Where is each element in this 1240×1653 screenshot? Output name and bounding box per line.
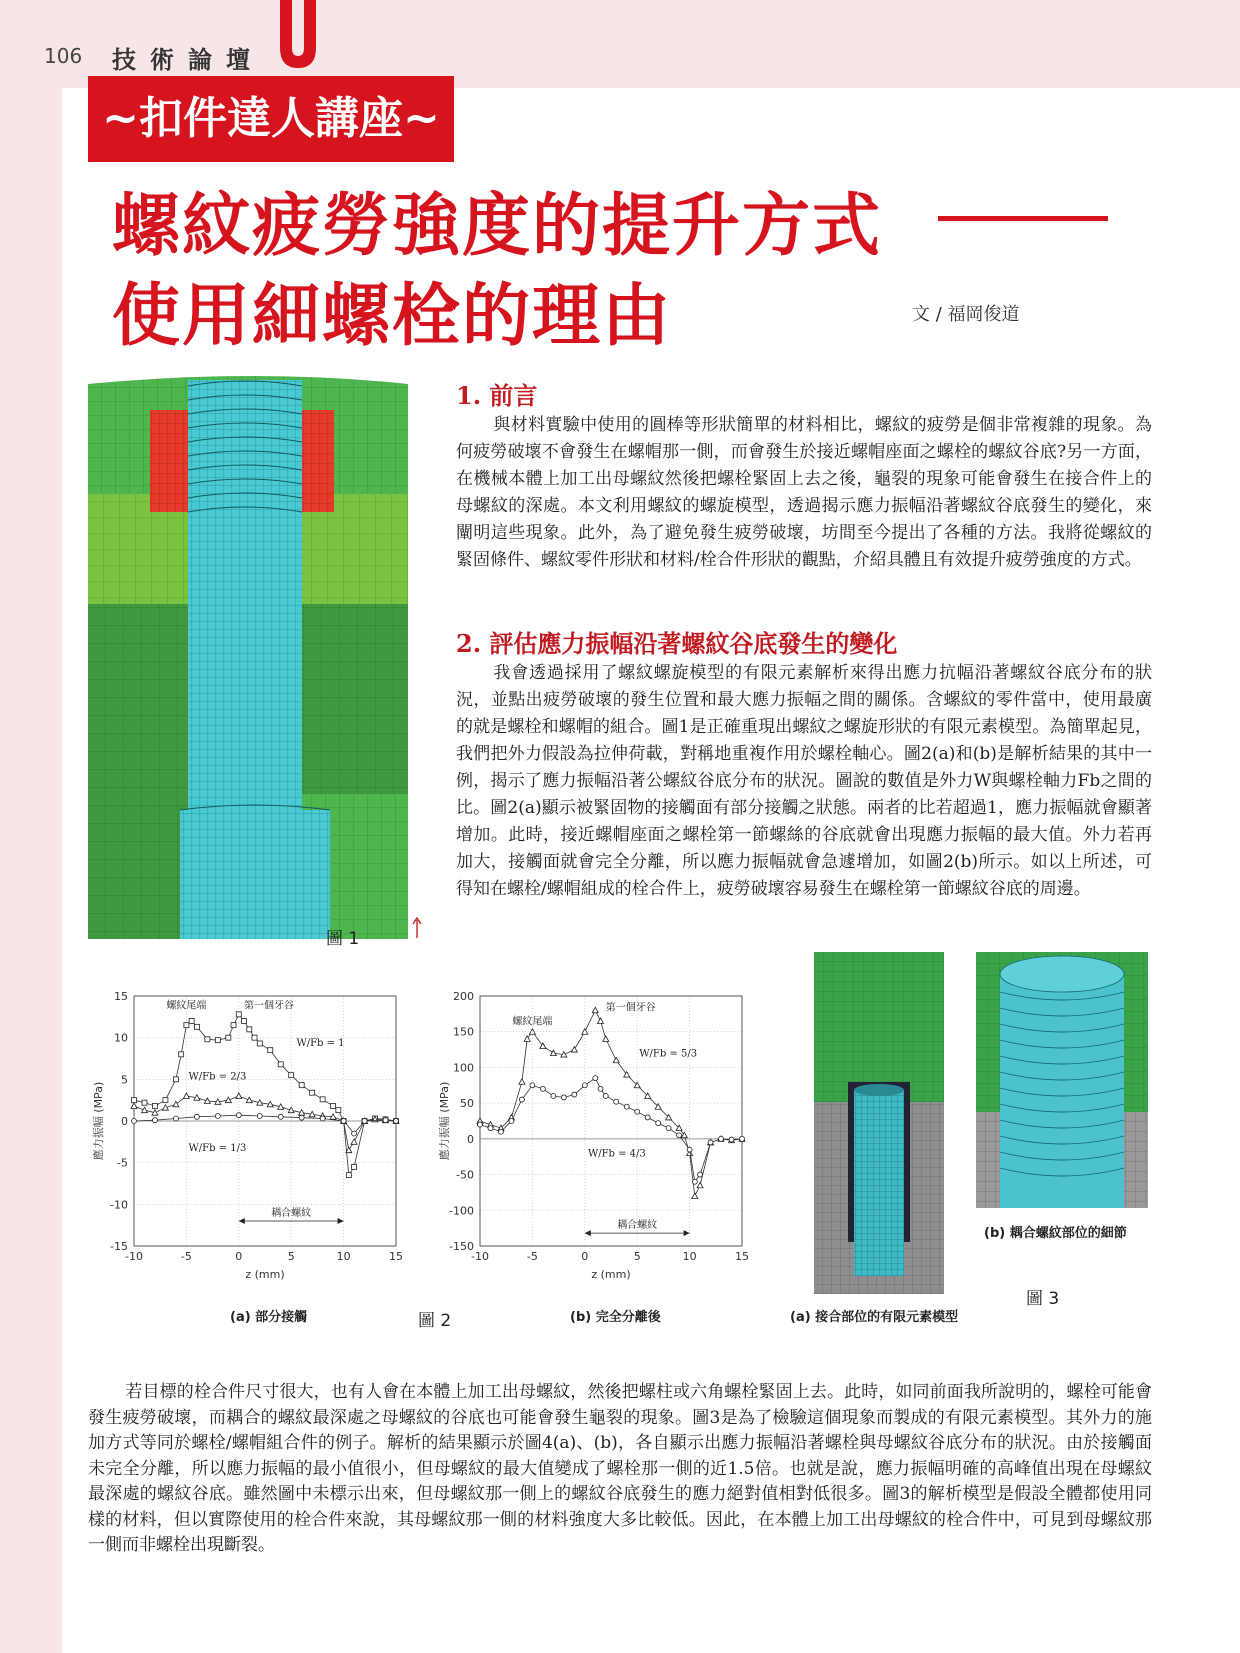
series-banner: ~扣件達人講座~ bbox=[88, 76, 454, 162]
data-point bbox=[362, 1119, 367, 1124]
data-point bbox=[247, 1027, 252, 1032]
y-tick-label: -100 bbox=[449, 1204, 474, 1218]
data-point bbox=[152, 1118, 157, 1123]
data-point bbox=[530, 1083, 535, 1088]
y-axis-label: 應力振幅 (MPa) bbox=[92, 1081, 105, 1161]
y-tick-label: -150 bbox=[449, 1240, 474, 1253]
annotation-engaged-thread: 耦合螺紋 bbox=[271, 1208, 312, 1219]
data-point bbox=[225, 1097, 231, 1103]
data-point bbox=[593, 1076, 598, 1081]
data-point bbox=[257, 1041, 262, 1046]
data-point bbox=[278, 1062, 283, 1067]
data-point bbox=[677, 1133, 682, 1138]
data-point bbox=[519, 1097, 524, 1102]
data-point bbox=[205, 1037, 210, 1042]
section-1-heading: 1. 前言 bbox=[456, 381, 538, 410]
x-tick-label: 10 bbox=[336, 1250, 351, 1263]
data-point bbox=[268, 1048, 273, 1053]
data-point bbox=[624, 1104, 629, 1109]
data-point bbox=[242, 1019, 247, 1024]
data-point bbox=[252, 1035, 257, 1040]
title-dash bbox=[938, 216, 1108, 221]
y-tick-label: 50 bbox=[460, 1097, 474, 1111]
data-point bbox=[215, 1114, 220, 1119]
bottom-text: 若目標的栓合件尺寸很大，也有人會在本體上加工出母螺紋，然後把螺柱或六角螺栓緊固上去。此時，如同前面我所說明的，螺栓可能會發生疲勞破壞，而耦合的螺紋最深處之母螺紋的谷底也可能會發生龜裂的現象。圖3是為了檢驗這個現象而製成的有限元素模型。其外力的施加方式等同於螺栓/螺帽組合件的例子。解析的結果顯示於圖4(a)、(b)，各自顯示出應力振幅沿著螺栓與母螺紋谷底分布的狀況。由於接觸面未完全分離，所以應力振幅的最小值很小，但母螺紋的最大值變成了螺栓那一側的近1.5倍。也就是說，應力振幅明確的高峰值出現在母螺紋最深處的螺紋谷底。雖然圖中未標示出來，但母螺紋那一側上的螺紋谷底發生的應力絕對值相對低很多。圖3的解析模型是假設全體都使用同樣的材料，但以實際使用的栓合件來說，其母螺紋那一側的材料強度大多比較低。因此，在本體上加工出母螺紋的栓合件中，可見到母螺紋那一側而非螺栓出現斷裂。 bbox=[88, 1382, 1152, 1555]
series-label: W/Fb = 1 bbox=[296, 1038, 345, 1049]
data-point bbox=[289, 1073, 294, 1078]
data-point bbox=[215, 1038, 220, 1043]
y-tick-label: -50 bbox=[456, 1168, 474, 1182]
data-point bbox=[740, 1136, 745, 1141]
fig2a-chart bbox=[90, 986, 420, 1286]
page-number: 106 bbox=[44, 44, 83, 68]
data-point bbox=[383, 1118, 388, 1123]
series-line bbox=[134, 1014, 396, 1175]
y-tick-label: 100 bbox=[453, 1061, 474, 1075]
section-u-logo bbox=[276, 0, 320, 72]
data-point bbox=[236, 1093, 242, 1099]
y-tick-label: -10 bbox=[110, 1198, 128, 1212]
data-point bbox=[582, 1083, 587, 1088]
data-point bbox=[204, 1098, 210, 1104]
y-tick-label: 200 bbox=[453, 990, 474, 1003]
data-point bbox=[141, 1107, 147, 1113]
x-tick-label: 5 bbox=[633, 1250, 641, 1263]
x-tick-label: 5 bbox=[287, 1250, 295, 1263]
data-point bbox=[614, 1099, 619, 1104]
x-tick-label: -5 bbox=[526, 1250, 538, 1263]
fig3a-fe-model bbox=[814, 952, 944, 1294]
y-tick-label: 150 bbox=[453, 1025, 474, 1039]
data-point bbox=[152, 1104, 157, 1109]
data-point bbox=[488, 1126, 493, 1131]
data-point bbox=[540, 1086, 545, 1091]
series-label: W/Fb = 1/3 bbox=[188, 1143, 247, 1154]
data-point bbox=[729, 1137, 734, 1142]
annotation-first-root: 第一個牙谷 bbox=[244, 1000, 295, 1012]
data-point bbox=[336, 1108, 341, 1113]
data-point bbox=[299, 1083, 304, 1088]
plot-frame bbox=[480, 996, 742, 1246]
fig2b-chart bbox=[436, 986, 766, 1286]
data-point bbox=[278, 1114, 283, 1119]
annotation-thread-tail: 螺紋尾端 bbox=[166, 1000, 207, 1012]
x-tick-label: 15 bbox=[389, 1250, 403, 1263]
x-tick-label: -10 bbox=[471, 1250, 489, 1263]
data-point bbox=[132, 1119, 137, 1124]
data-point bbox=[132, 1098, 137, 1103]
data-point bbox=[346, 1173, 351, 1178]
data-point bbox=[635, 1109, 640, 1114]
data-point bbox=[708, 1140, 713, 1145]
data-point bbox=[509, 1119, 514, 1124]
x-axis-label: z (mm) bbox=[245, 1268, 285, 1281]
data-point bbox=[598, 1018, 604, 1024]
y-tick-label: 5 bbox=[121, 1073, 128, 1087]
data-point bbox=[310, 1090, 315, 1095]
title-line-1: 螺紋疲勞強度的提升方式 bbox=[112, 187, 883, 266]
title-line-2: 使用細螺栓的理由 bbox=[112, 277, 673, 356]
x-tick-label: 15 bbox=[735, 1250, 749, 1263]
axis-arrow-icon bbox=[410, 916, 424, 940]
section-2-heading: 2. 評估應力振幅沿著螺紋谷底發生的變化 bbox=[456, 629, 898, 658]
data-point bbox=[681, 1132, 687, 1138]
section-2-text: 我會透過採用了螺紋螺旋模型的有限元素解析來得出應力抗幅沿著螺紋谷底分布的狀況，並點出疲勞破壞的發生位置和最大應力振幅之間的關係。含螺紋的零件當中，使用最廣的就是螺栓和螺帽的組合。圖1是正確重現出螺紋之螺旋形狀的有限元素模型。為簡單起見，我們把外力假設為拉伸荷載，對稱地重複作用於螺栓軸心。圖2(a)和(b)是解析結果的其中一例，揭示了應力振幅沿著公螺紋谷底分布的狀況。圖說的數值是外力W與螺栓軸力Fb之間的比。圖2(a)顯示被緊固物的接觸面有部分接觸之狀態。兩者的比若超過1，應力振幅就會顯著增加。此時，接近螺帽座面之螺栓第一節螺絲的谷底就會出現應力振幅的最大值。外力若再加大，接觸面就會完全分離，所以應力振幅就會急遽增加，如圖2(b)所示。如以上所述，可得知在螺栓/螺帽組成的栓合件上，疲勞破壞容易發生在螺栓第一節螺紋谷底的周邊。 bbox=[456, 663, 1152, 899]
data-point bbox=[692, 1193, 698, 1199]
data-point bbox=[351, 1139, 357, 1145]
data-point bbox=[163, 1098, 168, 1103]
data-point bbox=[692, 1179, 697, 1184]
y-tick-label: 15 bbox=[114, 990, 128, 1003]
y-axis-label: 應力振幅 (MPa) bbox=[438, 1081, 451, 1161]
data-point bbox=[603, 1094, 608, 1099]
section-1-text: 與材料實驗中使用的圓棒等形狀簡單的材料相比，螺紋的疲勞是個非常複雜的現象。為何疲勞破壞不會發生在螺帽那一側，而會發生於接近螺帽座面之螺栓的螺紋谷底?另一方面，在機械本體上加工出母螺紋然後把螺栓緊固上去之後，龜裂的現象可能會發生在接合件上的母螺紋的深處。本文利用螺紋的螺旋模型，透過揭示應力振幅沿著螺紋谷底發生的變化，來闡明這些現象。此外，為了避免發生疲勞破壞，坊間至今提出了各種的方法。我將從螺紋的緊固條件、螺紋零件形狀和材料/栓合件形狀的觀點，介紹具體且有效提升疲勞強度的方式。 bbox=[456, 415, 1152, 570]
series-label: W/Fb = 5/3 bbox=[639, 1048, 698, 1060]
fig3-label: 圖 3 bbox=[1026, 1289, 1060, 1309]
x-tick-label: 0 bbox=[581, 1250, 589, 1263]
annotation-engaged-thread: 耦合螺紋 bbox=[617, 1220, 658, 1232]
data-point bbox=[698, 1172, 703, 1177]
fig1-label: 圖 1 bbox=[326, 929, 360, 949]
data-point bbox=[246, 1097, 252, 1103]
data-point bbox=[194, 1114, 199, 1119]
fig2b-caption: (b) 完全分離後 bbox=[570, 1310, 661, 1325]
data-point bbox=[173, 1077, 178, 1082]
data-point bbox=[184, 1023, 189, 1028]
fig3b-caption: (b) 耦合螺紋部位的細節 bbox=[984, 1226, 1127, 1241]
data-point bbox=[352, 1164, 357, 1169]
fig3b-fe-detail bbox=[976, 952, 1148, 1208]
y-tick-label: 10 bbox=[114, 1031, 128, 1045]
data-point bbox=[341, 1119, 346, 1124]
data-point bbox=[697, 1182, 703, 1188]
data-point bbox=[498, 1129, 503, 1134]
data-point bbox=[236, 1113, 241, 1118]
fig2-label: 圖 2 bbox=[418, 1311, 452, 1331]
y-tick-label: 0 bbox=[121, 1115, 128, 1128]
data-point bbox=[320, 1116, 325, 1121]
data-point bbox=[194, 1024, 199, 1029]
data-point bbox=[231, 1023, 236, 1028]
data-point bbox=[331, 1104, 336, 1109]
fig2a-caption: (a) 部分接觸 bbox=[230, 1310, 308, 1325]
data-point bbox=[142, 1100, 147, 1105]
data-point bbox=[394, 1119, 399, 1124]
data-point bbox=[561, 1095, 566, 1100]
data-point bbox=[320, 1097, 325, 1102]
annotation-first-root: 第一個牙谷 bbox=[605, 1002, 656, 1014]
data-point bbox=[179, 1052, 184, 1057]
data-point bbox=[226, 1035, 231, 1040]
x-tick-label: 0 bbox=[235, 1250, 243, 1263]
data-point bbox=[189, 1019, 194, 1024]
series-line bbox=[480, 1078, 742, 1182]
series-label: W/Fb = 2/3 bbox=[188, 1071, 247, 1083]
fig1-fe-model bbox=[88, 374, 424, 948]
data-point bbox=[687, 1147, 692, 1152]
data-point bbox=[519, 1079, 525, 1085]
data-point bbox=[478, 1122, 483, 1127]
data-point bbox=[666, 1126, 671, 1131]
data-point bbox=[656, 1121, 661, 1126]
data-point bbox=[540, 1043, 546, 1049]
y-tick-label: -15 bbox=[110, 1240, 128, 1253]
data-point bbox=[613, 1057, 619, 1063]
data-point bbox=[572, 1092, 577, 1097]
x-tick-label: 10 bbox=[682, 1250, 697, 1263]
data-point bbox=[173, 1116, 178, 1121]
data-point bbox=[257, 1114, 262, 1119]
data-point bbox=[352, 1131, 357, 1136]
data-point bbox=[598, 1086, 603, 1091]
section-heading: 技術論壇 bbox=[112, 46, 264, 74]
series-label: W/Fb = 4/3 bbox=[587, 1148, 646, 1160]
x-axis-label: z (mm) bbox=[591, 1268, 631, 1281]
fig3a-caption: (a) 接合部位的有限元素模型 bbox=[790, 1310, 959, 1325]
series-line bbox=[134, 1096, 396, 1150]
data-point bbox=[603, 1036, 609, 1042]
data-point bbox=[645, 1115, 650, 1120]
author-byline: 文 / 福岡俊道 bbox=[912, 304, 1020, 325]
annotation-thread-tail: 螺紋尾端 bbox=[512, 1016, 553, 1028]
data-point bbox=[550, 1050, 556, 1056]
x-tick-label: -10 bbox=[125, 1250, 143, 1263]
data-point bbox=[183, 1093, 189, 1099]
data-point bbox=[236, 1012, 241, 1017]
data-point bbox=[719, 1136, 724, 1141]
data-point bbox=[592, 1007, 598, 1013]
data-point bbox=[299, 1115, 304, 1120]
y-tick-label: 0 bbox=[467, 1132, 474, 1146]
x-tick-label: -5 bbox=[180, 1250, 192, 1263]
data-point bbox=[571, 1047, 577, 1053]
y-tick-label: -5 bbox=[117, 1156, 128, 1170]
data-point bbox=[551, 1094, 556, 1099]
data-point bbox=[131, 1103, 137, 1109]
